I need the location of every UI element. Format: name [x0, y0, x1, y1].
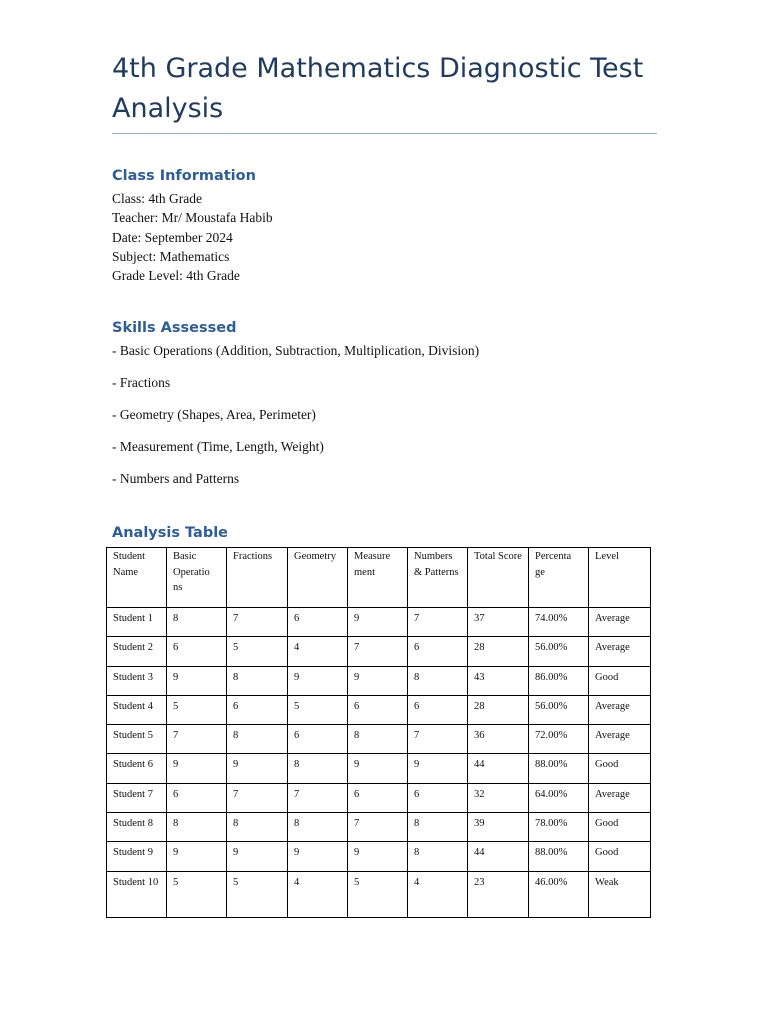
table-cell: 7	[408, 608, 468, 637]
table-cell: 7	[227, 608, 288, 637]
table-cell: 6	[227, 695, 288, 724]
table-cell: Good	[589, 666, 651, 695]
table-cell: 5	[348, 871, 408, 917]
table-cell: 28	[468, 695, 529, 724]
column-header: Fractions	[227, 548, 288, 608]
student-name-cell: Student 8	[107, 813, 167, 842]
skills-list	[112, 341, 479, 501]
table-cell: 7	[408, 725, 468, 754]
table-cell: 43	[468, 666, 529, 695]
column-header: Total Score	[468, 548, 529, 608]
table-cell: 9	[167, 842, 227, 871]
column-header: Percenta ge	[529, 548, 589, 608]
table-cell: 7	[227, 783, 288, 812]
table-cell: 8	[167, 608, 227, 637]
student-name-cell: Student 4	[107, 695, 167, 724]
table-cell: 44	[468, 754, 529, 783]
class-info-list	[112, 189, 273, 285]
table-cell: 23	[468, 871, 529, 917]
table-cell: 6	[288, 608, 348, 637]
table-header-row	[107, 548, 651, 608]
student-name-cell: Student 2	[107, 637, 167, 666]
table-cell: 44	[468, 842, 529, 871]
analysis-table	[106, 547, 651, 918]
class-info-date: Date: September 2024	[112, 229, 233, 245]
table-body	[107, 608, 651, 918]
table-cell: 5	[167, 695, 227, 724]
table-cell: 6	[167, 783, 227, 812]
table-cell: Average	[589, 608, 651, 637]
table-cell: 9	[348, 754, 408, 783]
student-name-cell: Student 7	[107, 783, 167, 812]
table-cell: 9	[167, 666, 227, 695]
table-cell: Good	[589, 842, 651, 871]
document-title: 4th Grade Mathematics Diagnostic Test Analysis	[112, 53, 644, 124]
table-cell: Average	[589, 637, 651, 666]
column-header: Student Name	[107, 548, 167, 608]
skill-item: - Geometry (Shapes, Area, Perimeter)	[112, 407, 316, 422]
table-cell: 9	[348, 842, 408, 871]
table-cell: 7	[167, 725, 227, 754]
table-cell: 37	[468, 608, 529, 637]
table-cell: 56.00%	[529, 695, 589, 724]
table-row	[107, 871, 651, 917]
table-row	[107, 666, 651, 695]
table-row	[107, 725, 651, 754]
table-cell: 8	[288, 813, 348, 842]
table-cell: 9	[167, 754, 227, 783]
table-cell: 9	[227, 842, 288, 871]
table-cell: Weak	[589, 871, 651, 917]
skill-item: - Basic Operations (Addition, Subtraction, Multiplication, Division)	[112, 343, 480, 358]
class-info-teacher: Teacher: Mr/ Moustafa Habib	[112, 210, 273, 226]
table-cell: 72.00%	[529, 725, 589, 754]
table-cell: 5	[167, 871, 227, 917]
student-name-cell: Student 1	[107, 608, 167, 637]
column-header: Basic Operatio ns	[167, 548, 227, 608]
table-cell: 5	[288, 695, 348, 724]
table-cell: 6	[348, 695, 408, 724]
table-cell: 88.00%	[529, 842, 589, 871]
table-cell: 74.00%	[529, 608, 589, 637]
table-cell: 8	[408, 666, 468, 695]
column-header: Measure ment	[348, 548, 408, 608]
student-name-cell: Student 9	[107, 842, 167, 871]
table-row	[107, 813, 651, 842]
table-cell: 8	[408, 842, 468, 871]
table-cell: 8	[227, 813, 288, 842]
table-cell: 86.00%	[529, 666, 589, 695]
skill-item: - Measurement (Time, Length, Weight)	[112, 439, 324, 454]
table-row	[107, 754, 651, 783]
skill-item: - Numbers and Patterns	[112, 471, 240, 486]
table-cell: 32	[468, 783, 529, 812]
skill-item: - Fractions	[112, 375, 171, 390]
table-cell: Average	[589, 783, 651, 812]
table-cell: 6	[408, 637, 468, 666]
table-row	[107, 637, 651, 666]
table-cell: 4	[288, 871, 348, 917]
table-cell: Average	[589, 725, 651, 754]
table-cell: 64.00%	[529, 783, 589, 812]
title-underline	[112, 133, 657, 134]
table-cell: Good	[589, 813, 651, 842]
table-cell: Good	[589, 754, 651, 783]
student-name-cell: Student 3	[107, 666, 167, 695]
table-row	[107, 695, 651, 724]
table-cell: 9	[348, 666, 408, 695]
table-row	[107, 842, 651, 871]
class-info-heading: Class Information	[112, 168, 256, 184]
table-cell: 6	[288, 725, 348, 754]
skills-heading: Skills Assessed	[112, 320, 237, 336]
student-name-cell: Student 5	[107, 725, 167, 754]
table-cell: 9	[408, 754, 468, 783]
table-cell: 6	[408, 695, 468, 724]
table-cell: 6	[348, 783, 408, 812]
table-cell: 8	[227, 725, 288, 754]
table-row	[107, 783, 651, 812]
student-name-cell: Student 6	[107, 754, 167, 783]
column-header: Geometry	[288, 548, 348, 608]
table-cell: 46.00%	[529, 871, 589, 917]
column-header: Level	[589, 548, 651, 608]
table-cell: 4	[288, 637, 348, 666]
table-cell: 56.00%	[529, 637, 589, 666]
table-cell: 36	[468, 725, 529, 754]
table-cell: 9	[288, 666, 348, 695]
class-info-subject: Subject: Mathematics	[112, 248, 230, 264]
class-info-class: Class: 4th Grade	[112, 191, 202, 206]
table-cell: 8	[167, 813, 227, 842]
class-info-grade-level: Grade Level: 4th Grade	[112, 268, 240, 284]
table-cell: 9	[288, 842, 348, 871]
table-cell: Average	[589, 695, 651, 724]
column-header: Numbers & Patterns	[408, 548, 468, 608]
table-cell: 78.00%	[529, 813, 589, 842]
table-cell: 28	[468, 637, 529, 666]
analysis-table-heading: Analysis Table	[112, 525, 229, 541]
table-cell: 6	[408, 783, 468, 812]
table-cell: 8	[408, 813, 468, 842]
table-cell: 5	[227, 637, 288, 666]
table-cell: 6	[167, 637, 227, 666]
table-cell: 88.00%	[529, 754, 589, 783]
table-cell: 7	[288, 783, 348, 812]
table-row	[107, 608, 651, 637]
table-cell: 4	[408, 871, 468, 917]
table-cell: 7	[348, 813, 408, 842]
table-cell: 5	[227, 871, 288, 917]
table-cell: 9	[348, 608, 408, 637]
student-name-cell: Student 10	[107, 871, 167, 917]
table-cell: 7	[348, 637, 408, 666]
table-cell: 8	[227, 666, 288, 695]
table-cell: 9	[227, 754, 288, 783]
table-cell: 8	[348, 725, 408, 754]
table-cell: 8	[288, 754, 348, 783]
table-cell: 39	[468, 813, 529, 842]
